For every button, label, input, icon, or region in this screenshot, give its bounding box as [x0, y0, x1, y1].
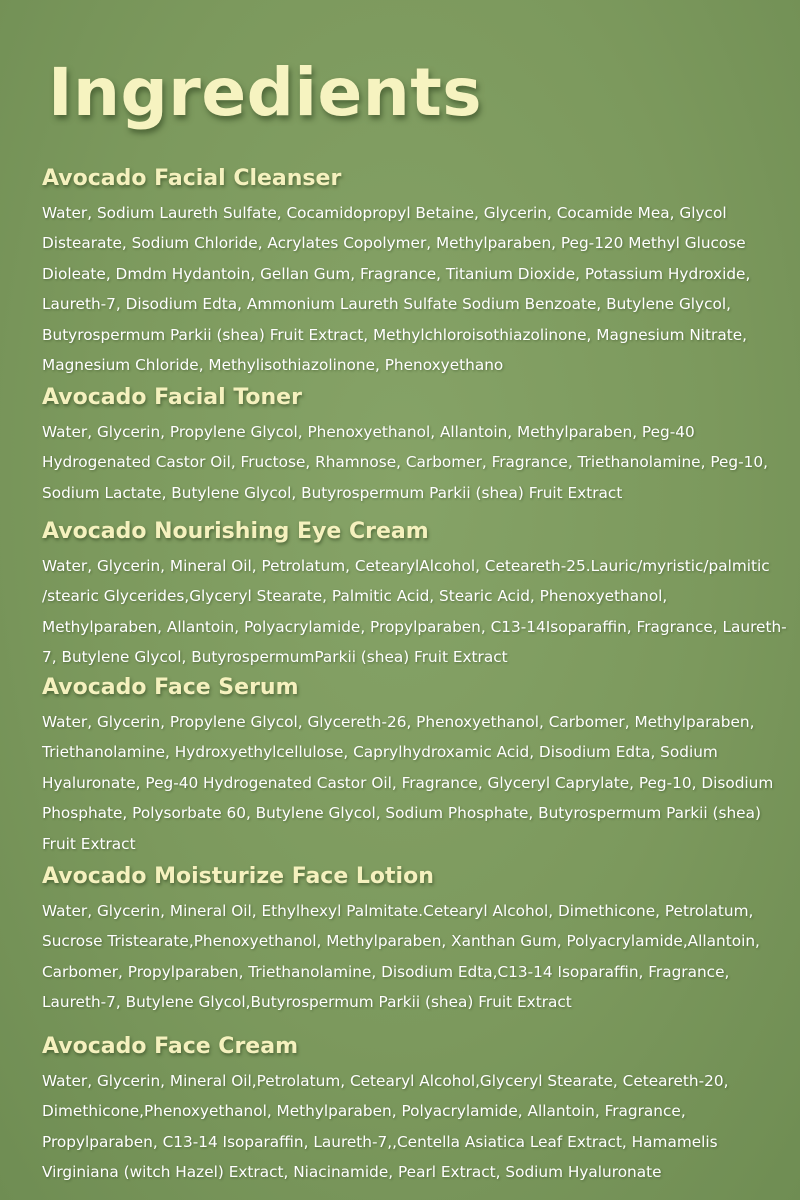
product-name: Avocado Facial Cleanser: [42, 166, 342, 191]
ingredient-list: Water, Glycerin, Mineral Oil, Petrolatum, CetearylAlcohol, Ceteareth-25.Lauric/myristic/palmitic /stearic Glycerides,Glyceryl Stearate, Palmitic Acid, Stearic Acid, Phenoxyethanol, Methylparaben, Allantoin, Polyacrylamide, Propylparaben, C13-14Isoparaffin, Fragrance, Laureth-7, Butylene Glycol, ButyrospermumParkii (shea) Fruit Extract: [42, 557, 787, 667]
ingredient-list: Water, Sodium Laureth Sulfate, Cocamidopropyl Betaine, Glycerin, Cocamide Mea, Glycol Distearate, Sodium Chloride, Acrylates Copolymer, Methylparaben, Peg-120 Methyl Glucose Dioleate, Dmdm Hydantoin, Gellan Gum, Fragrance, Titanium Dioxide, Potassium Hydroxide, Laureth-7, Disodium Edta, Ammonium Laureth Sulfate Sodium Benzoate, Butylene Glycol, Butyrospermum Parkii (shea) Fruit Extract, Methylchloroisothiazolinone, Magnesium Nitrate, Magnesium Chloride, Methylisothiazolinone, Phenoxyethano: [42, 204, 751, 375]
product-section-eye-cream: [42, 517, 790, 673]
product-section-face-serum: [42, 673, 790, 859]
product-name: Avocado Nourishing Eye Cream: [42, 519, 429, 544]
product-name: Avocado Face Serum: [42, 675, 299, 700]
product-section-face-lotion: [42, 862, 790, 1018]
product-section-face-cream: [42, 1032, 790, 1188]
ingredient-list: Water, Glycerin, Propylene Glycol, Phenoxyethanol, Allantoin, Methylparaben, Peg-40 Hydrogenated Castor Oil, Fructose, Rhamnose, Carbomer, Fragrance, Triethanolamine, Peg-10, Sodium Lactate, Butylene Glycol, Butyrospermum Parkii (shea) Fruit Extract: [42, 423, 768, 502]
product-section-facial-cleanser: [42, 164, 790, 380]
ingredient-list: Water, Glycerin, Mineral Oil,Petrolatum, Cetearyl Alcohol,Glyceryl Stearate, Ceteareth-20, Dimethicone,Phenoxyethanol, Methylparaben, Polyacrylamide, Allantoin, Fragrance, Propylparaben, C13-14 Isoparaffin, Laureth-7,,Centella Asiatica Leaf Extract, Hamamelis Virginiana (witch Hazel) Extract, Niacinamide, Pearl Extract, Sodium Hyaluronate: [42, 1072, 729, 1182]
ingredient-list: Water, Glycerin, Mineral Oil, Ethylhexyl Palmitate.Cetearyl Alcohol, Dimethicone, Petrolatum, Sucrose Tristearate,Phenoxyethanol, Methylparaben, Xanthan Gum, Polyacrylamide,Allantoin, Carbomer, Propylparaben, Triethanolamine, Disodium Edta,C13-14 Isoparaffin, Fragrance, Laureth-7, Butylene Glycol,Butyrospermum Parkii (shea) Fruit Extract: [42, 902, 760, 1012]
product-name: Avocado Moisturize Face Lotion: [42, 864, 434, 889]
product-name: Avocado Face Cream: [42, 1034, 298, 1059]
page-title: Ingredients: [48, 54, 483, 131]
ingredient-list: Water, Glycerin, Propylene Glycol, Glycereth-26, Phenoxyethanol, Carbomer, Methylparaben, Triethanolamine, Hydroxyethylcellulose, Caprylhydroxamic Acid, Disodium Edta, Sodium Hyaluronate, Peg-40 Hydrogenated Castor Oil, Fragrance, Glyceryl Caprylate, Peg-10, Disodium Phosphate, Polysorbate 60, Butylene Glycol, Sodium Phosphate, Butyrospermum Parkii (shea) Fruit Extract: [42, 713, 774, 853]
product-section-facial-toner: [42, 383, 790, 508]
product-name: Avocado Facial Toner: [42, 385, 302, 410]
